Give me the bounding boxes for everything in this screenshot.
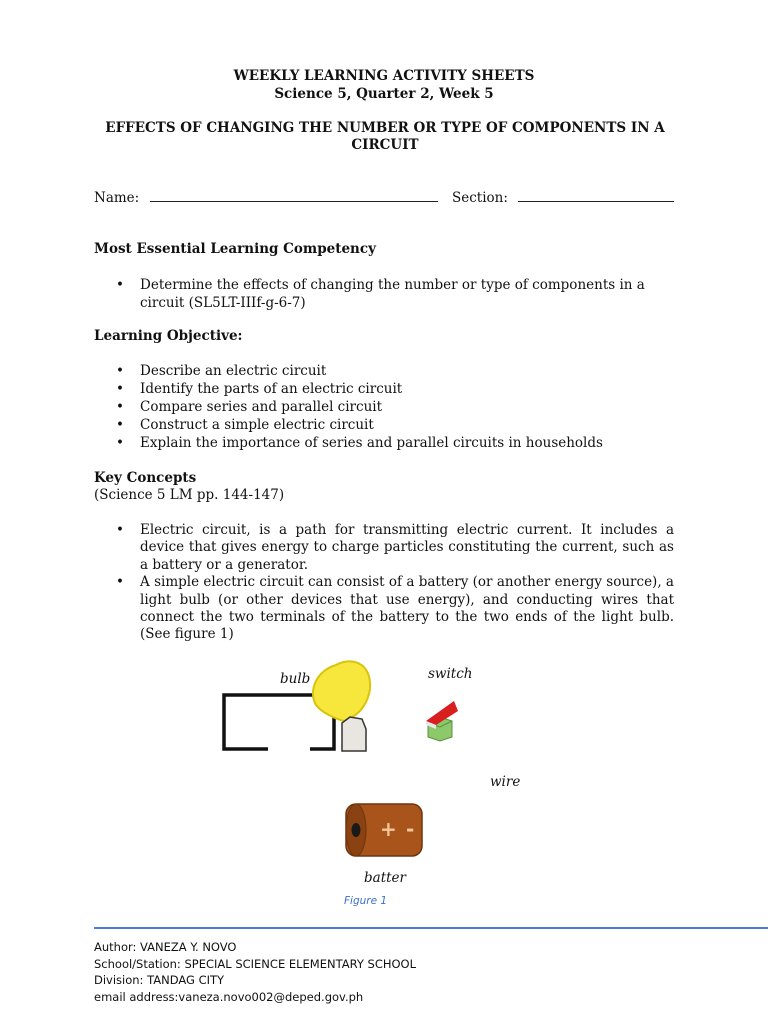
battery-minus-label: - xyxy=(406,817,415,841)
footer-school: School/Station: SPECIAL SCIENCE ELEMENTARY SCHOOL xyxy=(94,957,417,971)
list-item: • A simple electric circuit can consist of a battery (or another energy source), a light bulb (or other devices that use energy), and conducting wires that connect the two terminals of the battery to the two ends of the light bulb. (See figure 1) xyxy=(116,574,674,643)
objectives-heading: Learning Objective: xyxy=(94,328,243,344)
switch-label: switch xyxy=(428,666,473,682)
worksheet-topic: EFFECTS OF CHANGING THE NUMBER OR TYPE OF COMPONENTS IN A CIRCUIT xyxy=(105,120,665,153)
footer-divider xyxy=(94,927,768,929)
bulb-icon xyxy=(313,661,370,751)
bullet-icon: • xyxy=(116,277,124,293)
list-item: • Describe an electric circuit xyxy=(116,363,327,379)
name-field[interactable] xyxy=(94,190,438,206)
bulb-label: bulb xyxy=(280,671,311,687)
bullet-icon: • xyxy=(116,435,124,451)
melc-heading: Most Essential Learning Competency xyxy=(94,241,376,257)
wire-label: wire xyxy=(490,774,521,790)
list-item: • Identify the parts of an electric circuit xyxy=(116,381,403,397)
key-concepts-heading: Key Concepts xyxy=(94,470,197,486)
bullet-icon: • xyxy=(116,522,124,538)
footer-email: email address:vaneza.novo002@deped.gov.ph xyxy=(94,990,364,1004)
list-item: • Compare series and parallel circuit xyxy=(116,399,383,415)
list-item: • Determine the effects of changing the number or type of components in a circuit (SL5LT-IIIf-g-6-7) xyxy=(116,277,645,311)
bullet-icon: • xyxy=(116,381,124,397)
battery-icon xyxy=(340,800,430,862)
bullet-icon: • xyxy=(116,399,124,415)
battery-plus-label: + xyxy=(380,817,397,841)
battery-label: batter xyxy=(364,870,406,886)
circuit-figure-top xyxy=(210,655,480,765)
melc-list xyxy=(94,276,674,312)
section-field[interactable] xyxy=(452,190,674,206)
switch-icon xyxy=(426,701,458,741)
list-item: • Explain the importance of series and parallel circuits in households xyxy=(116,435,603,451)
bullet-icon: • xyxy=(116,363,124,379)
list-item: • Electric circuit, is a path for transmitting electric current. It includes a device that gives energy to charge particles constituting the current, such as a battery or a generator. xyxy=(116,522,674,573)
list-item: • Construct a simple electric circuit xyxy=(116,417,374,433)
key-concepts-reference: (Science 5 LM pp. 144-147) xyxy=(94,487,285,503)
section-label: Section: xyxy=(452,190,508,206)
name-label: Name: xyxy=(94,190,140,206)
footer-division: Division: TANDAG CITY xyxy=(94,973,225,987)
bullet-icon: • xyxy=(116,574,124,591)
section-blank[interactable] xyxy=(518,200,674,202)
bullet-icon: • xyxy=(116,417,124,433)
key-concepts-list xyxy=(94,522,674,644)
figure-caption: Figure 1 xyxy=(344,895,388,907)
worksheet-subtitle: Science 5, Quarter 2, Week 5 xyxy=(274,86,494,102)
worksheet-title: WEEKLY LEARNING ACTIVITY SHEETS xyxy=(233,68,535,84)
footer-author: Author: VANEZA Y. NOVO xyxy=(94,940,237,954)
objectives-list xyxy=(94,362,694,452)
name-blank[interactable] xyxy=(150,200,438,202)
